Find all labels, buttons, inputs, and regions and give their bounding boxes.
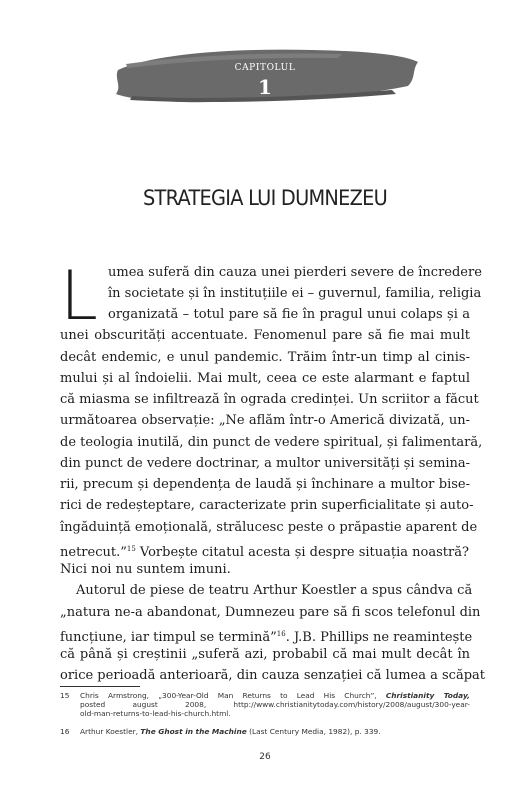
footnote-16: 16 Arthur Koestler, The Ghost in the Machine (Last Century Media, 1982), p. 339.	[60, 727, 381, 736]
body-line: Nici noi nu suntem imuni.	[60, 562, 231, 577]
body-line: funcțiune, iar timpul se termină”$^{16}$. J.B. Phillips ne reamintește	[60, 630, 473, 645]
body-line: netrecut.”$^{15}$ Vorbește citatul acesta și despre situația noastră?	[60, 545, 469, 560]
body-line: în societate și în instituțiile ei – guvernul, familia, religia	[108, 286, 482, 301]
drop-cap: L	[60, 257, 98, 336]
chapter-label: CAPITOLUL	[234, 63, 296, 73]
chapter-title: STRATEGIA LUI DUMNEZEU	[142, 186, 387, 210]
body-line: din punct de vedere doctrinar, a multor universități și semina-	[60, 456, 471, 471]
body-line: că miasma se infiltrează în ograda credinței. Un scriitor a făcut	[60, 392, 479, 407]
chapter-number: 1	[258, 75, 272, 99]
body-line: următoarea observație: „Ne aflăm într-o Americă divizată, un-	[60, 413, 470, 428]
body-line: unei obscurități accentuate. Fenomenul pare să fie mai mult	[60, 328, 470, 343]
body-line: orice perioadă anterioară, din cauza senzației că lumea a scăpat	[60, 668, 485, 683]
footnote-number: 16	[60, 727, 70, 736]
body-line: mului și al îndoielii. Mai mult, ceea ce este alarmant e faptul	[60, 371, 470, 386]
page-number: 26	[259, 752, 271, 762]
footnote-ref: 16	[276, 630, 286, 638]
body-line: decât endemic, e unul pandemic. Trăim într-un timp al cinis-	[60, 350, 470, 365]
body-line: îngăduință emoțională, strălucesc peste o prăpastie aparent de	[60, 520, 478, 535]
body-line: de teologia inutilă, din punct de vedere spiritual, și falimentară,	[60, 435, 483, 450]
body-line: că până și creștinii „suferă azi, probabil că mai mult decât în	[60, 647, 470, 662]
footnote-ref: 15	[126, 545, 136, 553]
body-line: rici de redeșteptare, caracterizate prin superficialitate și auto-	[60, 498, 474, 513]
body-line: umea suferă din cauza unei pierderi severe de încredere	[108, 265, 482, 280]
body-line: „natura ne-a abandonat, Dumnezeu pare să fi scos telefonul din	[60, 605, 481, 620]
footnote-15: 15 Chris Armstrong, „300-Year-Old Man Returns to Lead His Church”, Christianity Today, posted august 2008, http://www.christianitytoday.com/history/2008/august/300-year- old-man-returns-to-lead-his-church.html.	[60, 691, 470, 718]
footnote-number: 15	[60, 691, 70, 700]
footnote-divider	[60, 686, 140, 687]
body-line: organizată – totul pare să fie în pragul unui colaps și a	[108, 307, 470, 322]
body-line: Autorul de piese de teatru Arthur Koestler a spus cândva că	[76, 583, 473, 598]
body-line: rii, precum și dependența de laudă și închinare a multor bise-	[60, 477, 470, 492]
